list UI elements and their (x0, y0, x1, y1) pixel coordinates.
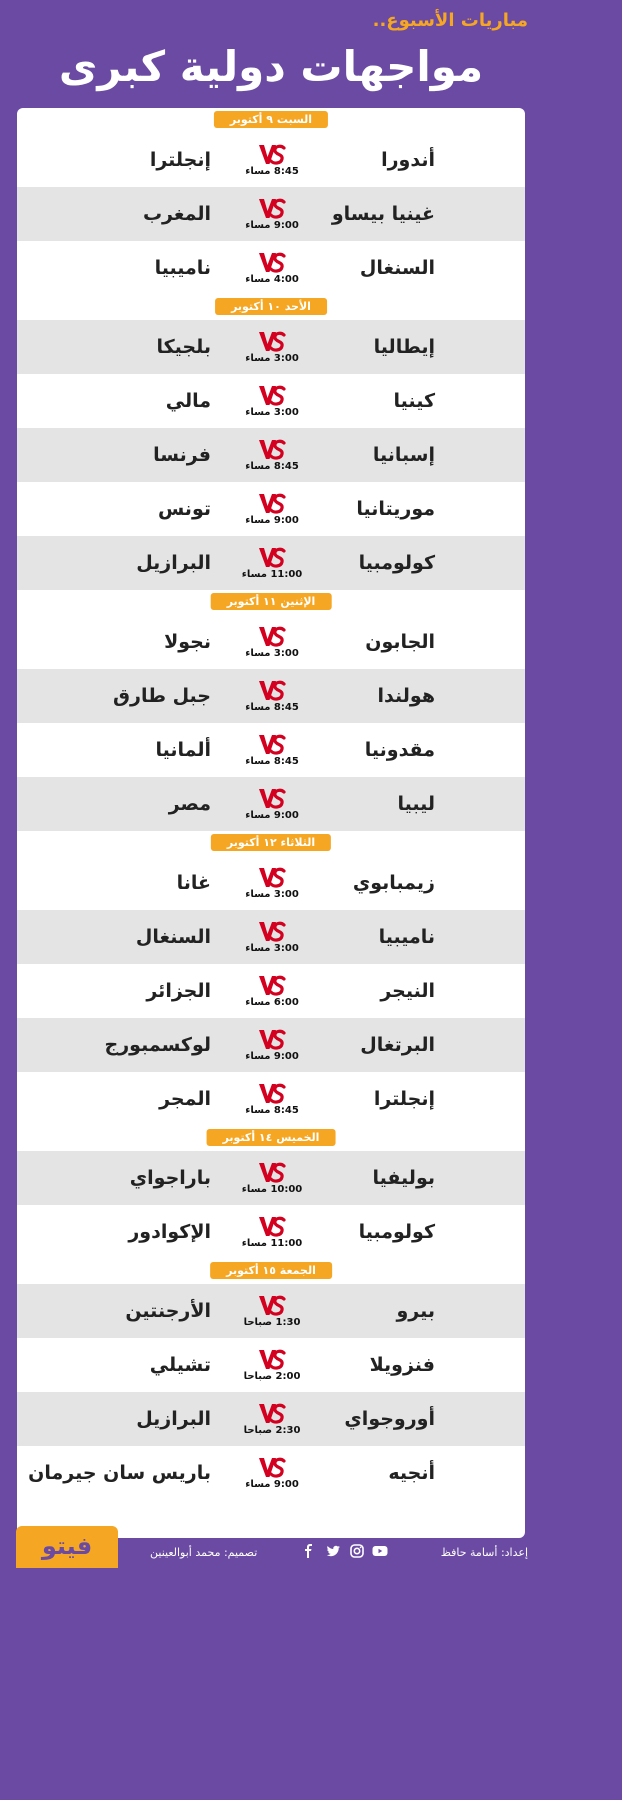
home-team: فنزويلا (369, 1354, 435, 1376)
home-team: البرتغال (360, 1034, 435, 1056)
vs-icon (257, 679, 287, 703)
match-row (17, 1018, 525, 1072)
away-team: نجولا (164, 631, 211, 653)
home-team: بيرو (396, 1300, 435, 1322)
match-row (17, 1392, 525, 1446)
match-row (17, 856, 525, 910)
day-label: الجمعة ١٥ أكتوبر (210, 1262, 332, 1279)
away-team: لوكسمبورج (104, 1034, 211, 1056)
match-row (17, 374, 525, 428)
away-team: ناميبيا (154, 257, 211, 279)
match-row (17, 241, 525, 295)
away-team: باراجواي (129, 1167, 211, 1189)
day-header (17, 1126, 525, 1151)
match-row (17, 723, 525, 777)
vs-icon (257, 492, 287, 516)
home-team: كولومبيا (358, 552, 435, 574)
day-label: الخميس ١٤ أكتوبر (207, 1129, 336, 1146)
match-time: 10:00 مساء (241, 1184, 303, 1195)
designed-by-credit: تصميم: محمد أبوالعينين (150, 1546, 258, 1559)
match-time: 8:45 مساء (245, 461, 299, 472)
vs-block (231, 974, 313, 1008)
match-time: 2:30 صباحا (243, 1425, 301, 1436)
home-team: زيمبابوي (352, 872, 435, 894)
vs-icon (257, 733, 287, 757)
match-row (17, 133, 525, 187)
away-team: فرنسا (153, 444, 211, 466)
vs-block (231, 733, 313, 767)
home-team: موريتانيا (356, 498, 435, 520)
home-team: إنجلترا (373, 1088, 435, 1110)
match-time: 8:45 مساء (245, 702, 299, 713)
away-team: تشيلي (149, 1354, 211, 1376)
day-header (17, 108, 525, 133)
vs-icon (257, 1028, 287, 1052)
away-team: جبل طارق (113, 685, 211, 707)
instagram-icon[interactable] (350, 1544, 364, 1558)
match-time: 9:00 مساء (245, 515, 299, 526)
day-header (17, 590, 525, 615)
vs-icon (257, 787, 287, 811)
vs-icon (257, 1294, 287, 1318)
match-row (17, 669, 525, 723)
day-label: الإثنين ١١ أكتوبر (211, 593, 332, 610)
match-row (17, 536, 525, 590)
day-label: الأحد ١٠ أكتوبر (215, 298, 327, 315)
vs-block (231, 679, 313, 713)
home-team: ناميبيا (378, 926, 435, 948)
vs-block (231, 1028, 313, 1062)
match-row (17, 615, 525, 669)
away-team: تونس (157, 498, 211, 520)
vs-block (231, 866, 313, 900)
away-team: المغرب (142, 203, 211, 225)
match-row (17, 1151, 525, 1205)
home-team: ليبيا (397, 793, 435, 815)
vs-icon (257, 1082, 287, 1106)
match-time: 3:00 مساء (245, 889, 299, 900)
day-header (17, 831, 525, 856)
away-team: مالي (165, 390, 211, 412)
facebook-icon[interactable] (302, 1544, 316, 1558)
vs-block (231, 1161, 313, 1195)
away-team: المجر (159, 1088, 211, 1110)
home-team: غينيا بيساو (331, 203, 435, 225)
vs-block (231, 546, 313, 580)
vs-block (231, 1294, 313, 1328)
vs-icon (257, 143, 287, 167)
away-team: الجزائر (146, 980, 211, 1002)
home-team: النيجر (380, 980, 435, 1002)
youtube-icon[interactable] (372, 1544, 388, 1558)
away-team: الإكوادور (128, 1221, 211, 1243)
match-row (17, 187, 525, 241)
vs-block (231, 330, 313, 364)
match-time: 8:45 مساء (245, 166, 299, 177)
away-team: السنغال (135, 926, 211, 948)
home-team: أوروجواي (344, 1408, 435, 1430)
match-row (17, 1072, 525, 1126)
vs-icon (257, 866, 287, 890)
match-time: 3:00 مساء (245, 407, 299, 418)
schedule-board (17, 108, 525, 1538)
vs-block (231, 920, 313, 954)
match-time: 9:00 مساء (245, 220, 299, 231)
day-header (17, 295, 525, 320)
match-row (17, 1338, 525, 1392)
away-team: الأرجنتين (125, 1300, 211, 1322)
match-time: 11:00 مساء (241, 1238, 303, 1249)
home-team: إيطاليا (373, 336, 435, 358)
home-team: هولندا (377, 685, 435, 707)
home-team: مقدونيا (364, 739, 435, 761)
vs-icon (257, 1161, 287, 1185)
away-team: باريس سان جيرمان (28, 1462, 211, 1484)
match-row (17, 1446, 525, 1500)
home-team: كولومبيا (358, 1221, 435, 1243)
vs-icon (257, 330, 287, 354)
vs-icon (257, 974, 287, 998)
match-row (17, 482, 525, 536)
match-time: 1:30 صباحا (243, 1317, 301, 1328)
brand-logo (16, 1526, 118, 1568)
match-time: 3:00 مساء (245, 648, 299, 659)
away-team: ألمانيا (155, 739, 211, 761)
home-team: كينيا (393, 390, 435, 412)
home-team: أنجيه (388, 1462, 435, 1484)
match-row (17, 428, 525, 482)
vs-block (231, 197, 313, 231)
vs-block (231, 1348, 313, 1382)
match-row (17, 320, 525, 374)
vs-icon (257, 1348, 287, 1372)
away-team: غانا (176, 872, 211, 894)
match-time: 9:00 مساء (245, 1051, 299, 1062)
vs-icon (257, 920, 287, 944)
vs-icon (257, 197, 287, 221)
vs-icon (257, 1215, 287, 1239)
match-time: 3:00 مساء (245, 353, 299, 364)
vs-icon (257, 1456, 287, 1480)
subtitle: مباريات الأسبوع.. (372, 10, 528, 31)
vs-block (231, 1402, 313, 1436)
vs-icon (257, 546, 287, 570)
home-team: بوليفيا (372, 1167, 435, 1189)
vs-block (231, 625, 313, 659)
away-team: بلجيكا (156, 336, 211, 358)
match-time: 8:45 مساء (245, 1105, 299, 1116)
match-row (17, 964, 525, 1018)
home-team: السنغال (359, 257, 435, 279)
prepared-by-credit: إعداد: أسامة حافظ (440, 1546, 528, 1559)
vs-block (231, 492, 313, 526)
twitter-icon[interactable] (326, 1544, 341, 1558)
social-icons (290, 1544, 390, 1562)
home-team: الجابون (365, 631, 435, 653)
vs-block (231, 1082, 313, 1116)
vs-icon (257, 625, 287, 649)
home-team: إسبانيا (372, 444, 435, 466)
day-label: السبت ٩ أكتوبر (214, 111, 328, 128)
away-team: مصر (168, 793, 211, 815)
vs-block (231, 1215, 313, 1249)
match-row (17, 1205, 525, 1259)
match-time: 3:00 مساء (245, 943, 299, 954)
match-row (17, 777, 525, 831)
vs-icon (257, 438, 287, 462)
match-time: 6:00 مساء (245, 997, 299, 1008)
vs-icon (257, 384, 287, 408)
vs-block (231, 143, 313, 177)
vs-block (231, 1456, 313, 1490)
vs-block (231, 438, 313, 472)
away-team: إنجلترا (149, 149, 211, 171)
main-title: مواجهات دولية كبرى (58, 42, 484, 91)
match-time: 2:00 صباحا (243, 1371, 301, 1382)
match-time: 9:00 مساء (245, 1479, 299, 1490)
vs-block (231, 787, 313, 821)
away-team: البرازيل (136, 1408, 211, 1430)
vs-block (231, 251, 313, 285)
vs-icon (257, 251, 287, 275)
match-time: 4:00 مساء (245, 274, 299, 285)
match-row (17, 910, 525, 964)
match-row (17, 1284, 525, 1338)
match-time: 11:00 مساء (241, 569, 303, 580)
match-time: 8:45 مساء (245, 756, 299, 767)
home-team: أندورا (381, 149, 435, 171)
vs-block (231, 384, 313, 418)
brand-text: فيتو (41, 1532, 93, 1560)
match-time: 9:00 مساء (245, 810, 299, 821)
vs-icon (257, 1402, 287, 1426)
day-header (17, 1259, 525, 1284)
day-label: الثلاثاء ١٢ أكتوبر (211, 834, 331, 851)
away-team: البرازيل (136, 552, 211, 574)
